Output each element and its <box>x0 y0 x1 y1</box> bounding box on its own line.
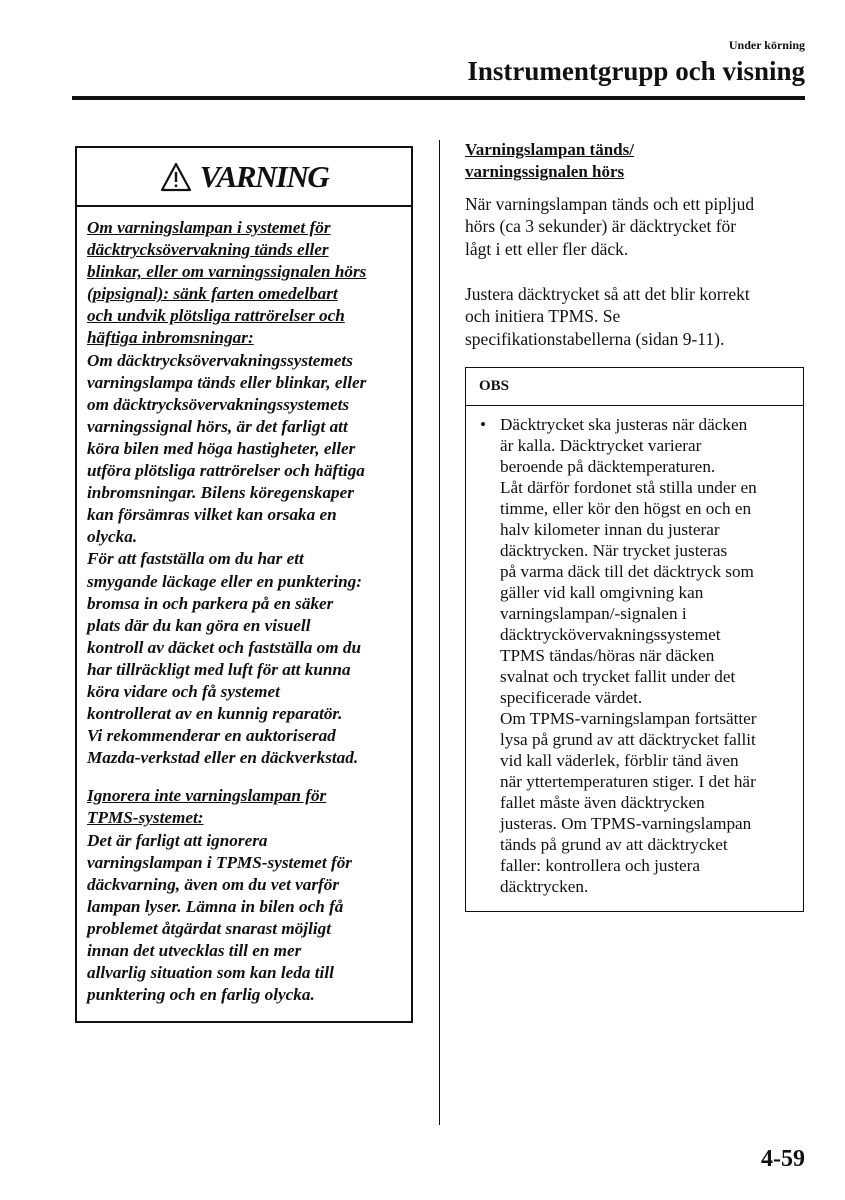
warning-text-line: om däcktrycksövervakningssystemets <box>87 394 350 414</box>
warning-heading-2 <box>87 785 405 829</box>
warning-text-line: olycka. <box>87 527 138 547</box>
note-line: halv kilometer innan du justerar <box>500 520 720 539</box>
section-heading-line: Varningslampan tänds/ <box>465 140 634 159</box>
warning-heading-1-line: och undvik plötsliga rattrörelser och <box>87 306 345 326</box>
warning-text-line: punktering och en farlig olycka. <box>87 985 315 1005</box>
note-line: Låt därför fordonet stå stilla under en <box>500 478 757 497</box>
warning-text-line: utföra plötsliga rattrörelser och häftiga <box>87 461 365 481</box>
warning-text-line: lampan lyser. Lämna in bilen och få <box>87 896 344 916</box>
note-line: gäller vid kall omgivning kan <box>500 583 704 602</box>
note-line: däcktryckövervakningssystemet <box>500 625 721 644</box>
note-line: TPMS tändas/höras när däcken <box>500 646 715 665</box>
note-line: tänds på grund av att däcktrycket <box>500 835 728 854</box>
warning-text-line: Vi rekommenderar en auktoriserad <box>87 726 336 746</box>
warning-text-line: kan försämras vilket kan orsaka en <box>87 505 337 525</box>
paragraph-line: hörs (ca 3 sekunder) är däcktrycket för <box>465 216 737 237</box>
warning-text-line: varningslampa tänds eller blinkar, eller <box>87 372 367 392</box>
page-header-section: Under körning <box>728 38 805 52</box>
warning-text-line: problemet åtgärdat snarast möjligt <box>87 918 331 938</box>
note-line: när yttertemperaturen stiger. I det här <box>500 772 756 791</box>
warning-text-line: inbromsningar. Bilens köregenskaper <box>87 483 354 503</box>
warning-heading-1-line: Om varningslampan i systemet för <box>87 218 331 237</box>
warning-heading-1-line: däcktrycksövervakning tänds eller <box>87 240 329 260</box>
warning-text-line: allvarlig situation som kan leda till <box>87 963 334 983</box>
paragraph-2 <box>465 283 750 350</box>
warning-heading-1 <box>87 217 405 350</box>
note-title: OBS <box>466 368 803 406</box>
warning-text-line: Mazda-verkstad eller en däckverkstad. <box>87 748 359 768</box>
section-heading-line: varningssignalen hörs <box>465 162 625 181</box>
note-line: vid kall väderlek, förblir tänd även <box>500 751 739 770</box>
warning-title: VARNING <box>199 158 329 194</box>
note-line: justeras. Om TPMS-varningslampan <box>500 814 752 833</box>
note-line: varningslampan/-signalen i <box>500 604 687 623</box>
note-box <box>465 367 804 912</box>
warning-text-line: plats där du kan göra en visuell <box>87 615 311 635</box>
note-line: faller: kontrollera och justera <box>500 856 700 875</box>
note-body <box>476 414 757 897</box>
warning-heading-1-line: blinkar, eller om varningssignalen hörs <box>87 262 367 282</box>
page-number: 4-59 <box>761 1146 805 1172</box>
note-line: är kalla. Däcktrycket varierar <box>500 436 702 455</box>
warning-text-line: däckvarning, även om du vet varför <box>87 874 340 894</box>
paragraph-1 <box>465 193 754 260</box>
column-divider <box>439 140 440 1125</box>
warning-box <box>75 146 413 1023</box>
warning-text-2 <box>87 830 405 1007</box>
note-line: Om TPMS-varningslampan fortsätter <box>500 709 757 728</box>
warning-text-line: har tillräckligt med luft för att kunna <box>87 659 351 679</box>
paragraph-line: lågt i ett eller fler däck. <box>465 238 629 259</box>
note-text <box>500 414 757 897</box>
note-line: på varma däck till det däcktryck som <box>500 562 754 581</box>
warning-heading-2-line: Ignorera inte varningslampan för <box>87 786 327 806</box>
warning-text-line: Det är farligt att ignorera <box>87 830 268 850</box>
note-line: fallet måste även däcktrycken <box>500 793 705 812</box>
warning-text-line: kontroll av däcket och fastställa om du <box>87 637 362 657</box>
warning-header <box>77 148 411 207</box>
warning-text-1 <box>87 350 405 770</box>
note-line: Däcktrycket ska justeras när däcken <box>500 415 748 434</box>
paragraph-line: När varningslampan tänds och ett pipljud <box>465 194 755 214</box>
warning-text-line: bromsa in och parkera på en säker <box>87 593 334 613</box>
warning-heading-1-line: häftiga inbromsningar: <box>87 328 254 348</box>
warning-text-line: köra bilen med höga hastigheter, eller <box>87 438 356 458</box>
note-line: timme, eller kör den högst en och en <box>500 499 752 518</box>
note-line: svalnat och trycket fallit under det <box>500 667 736 686</box>
note-line: däcktrycken. <box>500 877 589 896</box>
section-heading <box>465 139 634 183</box>
paragraph-gap <box>87 769 405 785</box>
warning-text-line: smygande läckage eller en punktering: <box>87 571 362 591</box>
warning-text-line: För att fastställa om du har ett <box>87 549 304 569</box>
warning-text-line: innan det utvecklas till en mer <box>87 941 302 960</box>
warning-text-line: Om däcktrycksövervakningssystemets <box>87 350 353 370</box>
header-rule <box>72 96 805 100</box>
note-line: beroende på däcktemperaturen. <box>500 457 716 476</box>
paragraph-line: specifikationstabellerna (sidan 9-11). <box>465 328 725 349</box>
bullet-icon: • <box>480 415 487 434</box>
warning-triangle-icon <box>160 162 192 192</box>
warning-text-line: varningssignal hörs, är det farligt att <box>87 416 348 436</box>
note-line: specificerade värdet. <box>500 688 643 707</box>
note-line: däcktrycken. När trycket justeras <box>500 541 728 560</box>
warning-text-line: kontrollerat av en kunnig reparatör. <box>87 704 343 724</box>
paragraph-line: Justera däcktrycket så att det blir korrekt <box>465 284 750 304</box>
paragraph-line: och initiera TPMS. Se <box>465 306 621 327</box>
warning-heading-2-line: TPMS-systemet: <box>87 808 204 828</box>
warning-body <box>87 217 405 1006</box>
page-header-title: Instrumentgrupp och visning <box>467 56 805 86</box>
note-line: lysa på grund av att däcktrycket fallit <box>500 730 756 749</box>
warning-text-line: varningslampan i TPMS-systemet för <box>87 852 352 872</box>
warning-text-line: köra vidare och få systemet <box>87 681 280 701</box>
warning-heading-1-line: (pipsignal): sänk farten omedelbart <box>87 284 338 304</box>
